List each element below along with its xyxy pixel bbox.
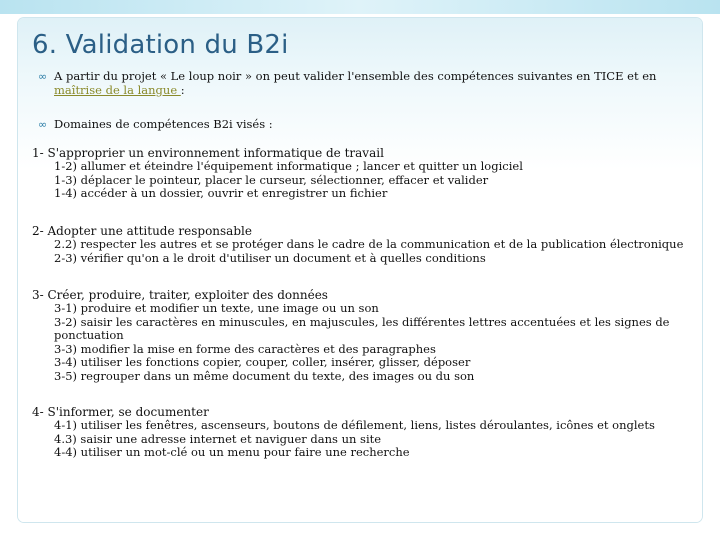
- section-2: [32, 224, 702, 265]
- section-heading: 3- Créer, produire, traiter, exploiter des données: [32, 288, 328, 302]
- domains-heading: Domaines de compétences B2i visés :: [54, 117, 273, 131]
- list-item: 4.3) saisir une adresse internet et naviguer dans un site: [54, 431, 382, 446]
- intro-text-underlined: maîtrise de la langue: [54, 83, 181, 97]
- section-4: [32, 405, 702, 460]
- bullet-swirl-icon: ∞: [38, 70, 48, 83]
- list-item: 3-2) saisir les caractères en minuscules, en majuscules, les différentes lettres accentuées et les signes de ponctuation: [54, 314, 670, 343]
- section-heading: 2- Adopter une attitude responsable: [32, 224, 252, 238]
- intro-text-main: A partir du projet « Le loup noir » on peut valider l'ensemble des compétences suivantes en TICE et en: [54, 69, 657, 83]
- list-item: 4-1) utiliser les fenêtres, ascenseurs, boutons de défilement, liens, listes déroulantes, icônes et onglets: [54, 418, 655, 432]
- list-item: 3-4) utiliser les fonctions copier, couper, coller, insérer, glisser, déposer: [54, 355, 471, 370]
- list-item: 2.2) respecter les autres et se protéger dans le cadre de la communication et de la publication électronique: [54, 237, 684, 251]
- intro-text: [54, 69, 684, 97]
- list-item: 1-3) déplacer le pointeur, placer le curseur, sélectionner, effacer et valider: [54, 172, 489, 187]
- slide-title: 6. Validation du B2i: [32, 30, 289, 60]
- section-3: [32, 288, 702, 384]
- list-item: 3-1) produire et modifier un texte, une image ou un son: [54, 301, 379, 315]
- section-heading: 4- S'informer, se documenter: [32, 405, 209, 419]
- list-item: 4-4) utiliser un mot-clé ou un menu pour faire une recherche: [54, 445, 410, 460]
- list-item: 1-4) accéder à un dossier, ouvrir et enregistrer un fichier: [54, 186, 388, 201]
- top-decorative-band: [0, 0, 720, 14]
- list-item: 1-2) allumer et éteindre l'équipement informatique ; lancer et quitter un logiciel: [54, 159, 523, 173]
- list-item: 2-3) vérifier qu'on a le droit d'utiliser un document et à quelles conditions: [54, 250, 486, 265]
- intro-text-end: :: [180, 83, 185, 97]
- section-1: [32, 146, 702, 201]
- list-item: 3-3) modifier la mise en forme des caractères et des paragraphes: [54, 341, 436, 356]
- bullet-swirl-icon: ∞: [38, 118, 48, 131]
- section-heading: 1- S'approprier un environnement informatique de travail: [32, 146, 384, 160]
- list-item: 3-5) regrouper dans un même document du texte, des images ou du son: [54, 368, 475, 383]
